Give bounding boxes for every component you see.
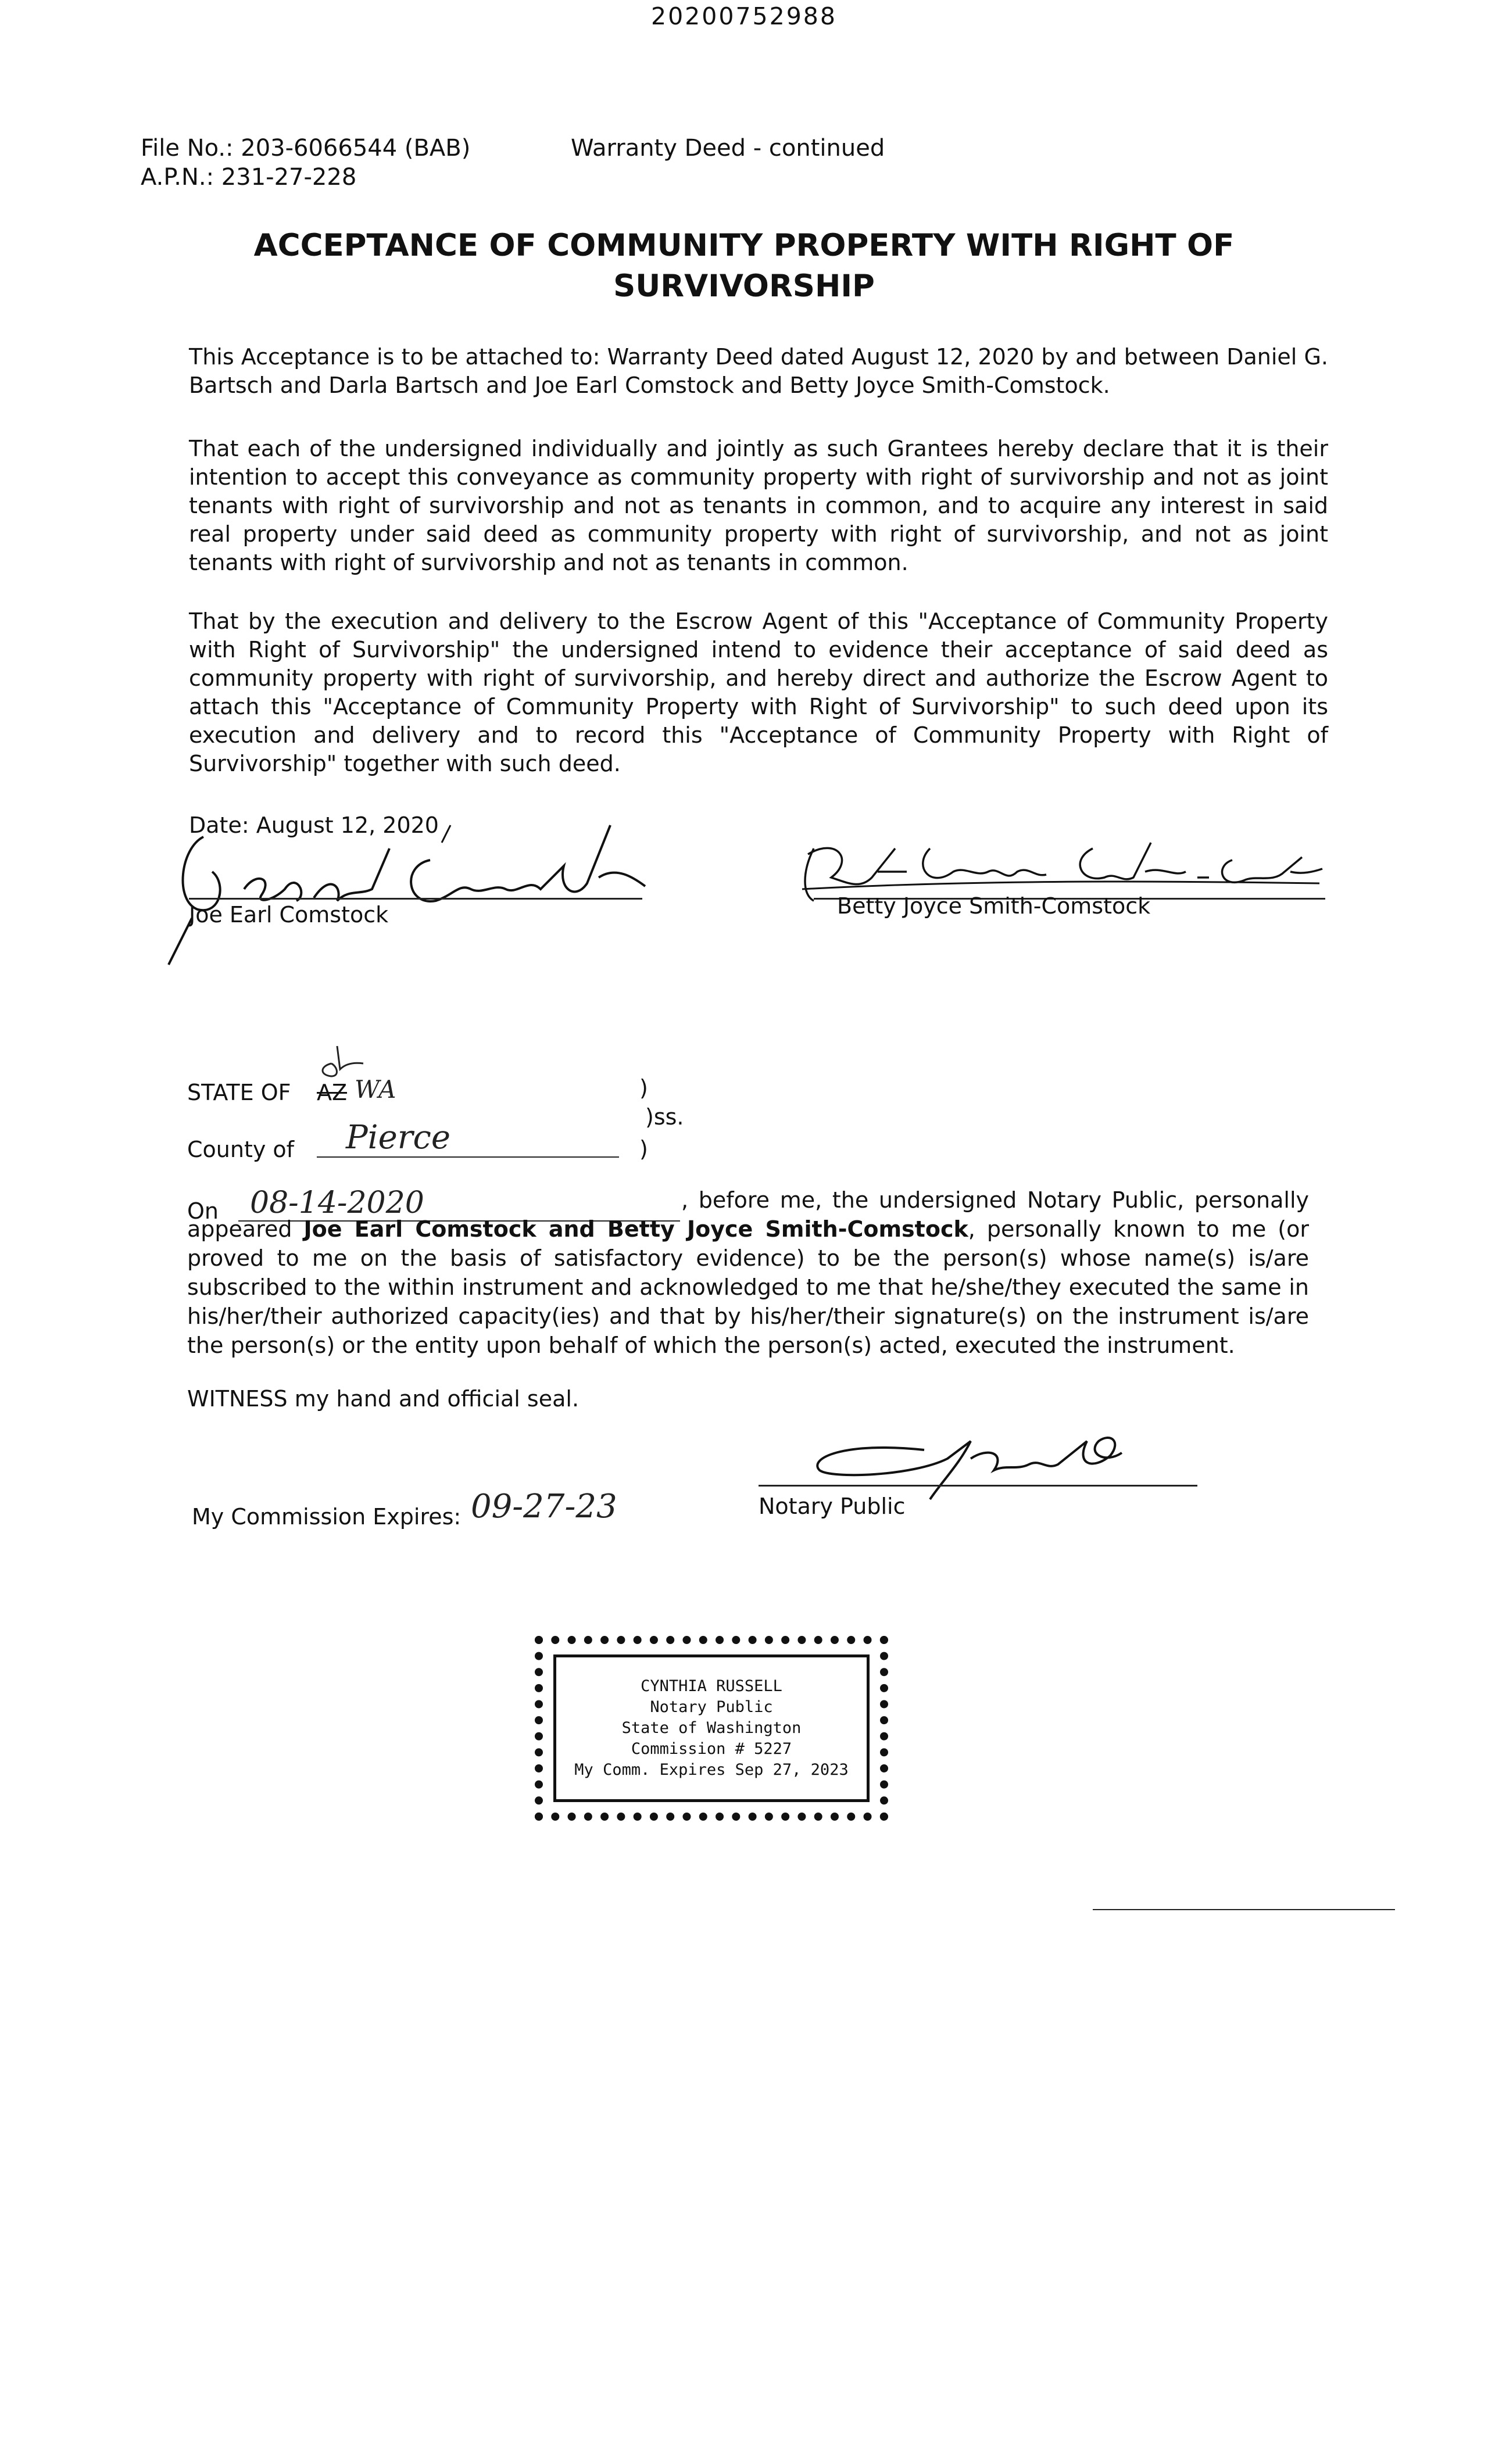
document-reference: Warranty Deed - continued [571, 135, 885, 162]
recording-number: 20200752988 [651, 2, 837, 30]
witness-statement: WITNESS my hand and official seal. [187, 1386, 580, 1412]
signature-line-1 [189, 898, 642, 900]
stamp-commission-number: Commission # 5227 [631, 1740, 792, 1758]
stamp-notary-name: CYNTHIA RUSSELL [641, 1677, 782, 1695]
blank-rule [1093, 1909, 1395, 1910]
document-title: ACCEPTANCE OF COMMUNITY PROPERTY WITH RIGHT OF SURVIVORSHIP [253, 228, 1235, 304]
on-label: On [187, 1198, 219, 1224]
file-number: File No.: 203-6066544 (BAB) [141, 135, 471, 162]
county-handwritten-value: Pierce [346, 1119, 451, 1156]
paragraph-attachment: This Acceptance is to be attached to: Warranty Deed dated August 12, 2020 by and between Daniel G. Bartsch and Darla Bartsch and Joe Earl Comstock and Betty Joyce Smith-Comstock. [189, 344, 1328, 398]
signer-2-name: Betty Joyce Smith-Comstock [837, 893, 1151, 919]
ss-label: )ss. [645, 1104, 684, 1130]
commission-expires-handwritten: 09-27-23 [471, 1488, 617, 1525]
signature-joe-earl-comstock [157, 802, 657, 976]
paragraph-execution: That by the execution and delivery to the Escrow Agent of this "Acceptance of Community Property with Right of Survivorship" the undersigned intend to evidence their acceptance of said deed as community property with right of survivorship, and hereby direct and authorize the Escrow Agent to attach this "Acceptance of Community Property with Right of Survivorship" to such deed upon its execution and delivery and to record this "Acceptance of Community Property with Right of Survivorship" together with such deed. [189, 608, 1328, 776]
stamp-title: Notary Public [650, 1698, 773, 1716]
state-struck-value: AZ [317, 1080, 348, 1105]
stamp-state: State of Washington [621, 1719, 802, 1737]
commission-expires-label: My Commission Expires: [192, 1504, 462, 1530]
state-handwritten-mark [314, 1040, 366, 1081]
bracket-bottom: ) [639, 1136, 648, 1162]
signature-date: Date: August 12, 2020 [189, 812, 439, 838]
county-line [317, 1156, 619, 1158]
stamp-expiration: My Comm. Expires Sep 27, 2023 [574, 1761, 849, 1779]
paragraph-declaration: That each of the undersigned individually and jointly as such Grantees hereby declare that it is their intention to accept this conveyance as community property with right of survivorship and not as joint tenants with right of survivorship and not as tenants in common, and to acquire any interest in said real property under said deed as community property with right of survivorship, and not as joint tenants with right of survivorship and not as tenants in common. [189, 436, 1328, 575]
state-label: STATE OF [187, 1080, 291, 1105]
apn: A.P.N.: 231-27-228 [141, 164, 357, 191]
bracket-top: ) [639, 1075, 648, 1101]
notary-public-label: Notary Public [759, 1494, 906, 1519]
notary-stamp [535, 1636, 888, 1821]
acknowledgment-names: Joe Earl Comstock and Betty Joyce Smith-Comstock [303, 1216, 968, 1242]
notary-stamp-inner [553, 1654, 870, 1802]
state-handwritten-value: WA [355, 1075, 396, 1104]
notary-signature-line [759, 1485, 1197, 1487]
county-label: County of [187, 1137, 295, 1162]
on-date-handwritten: 08-14-2020 [250, 1186, 424, 1220]
signer-1-name: Joe Earl Comstock [189, 902, 389, 927]
acknowledgment-text-part-2: , personally known to me (or proved to me on the basis of satisfactory evidence) to be the person(s) whose name(s) is/are subscribed to the within instrument and acknowledged to me that he/she/they executed the same in his/her/their authorized capacity(ies) and that by his/her/their signature(s) on the instrument is/are the person(s) or the entity upon behalf of which the person(s) acted, executed the instrument. [187, 1216, 1309, 1358]
acknowledgment-paragraph [187, 1186, 1309, 1360]
acknowledgment-text-part-1: , before me, the undersigned Notary Public, personally appeared [187, 1187, 1309, 1242]
